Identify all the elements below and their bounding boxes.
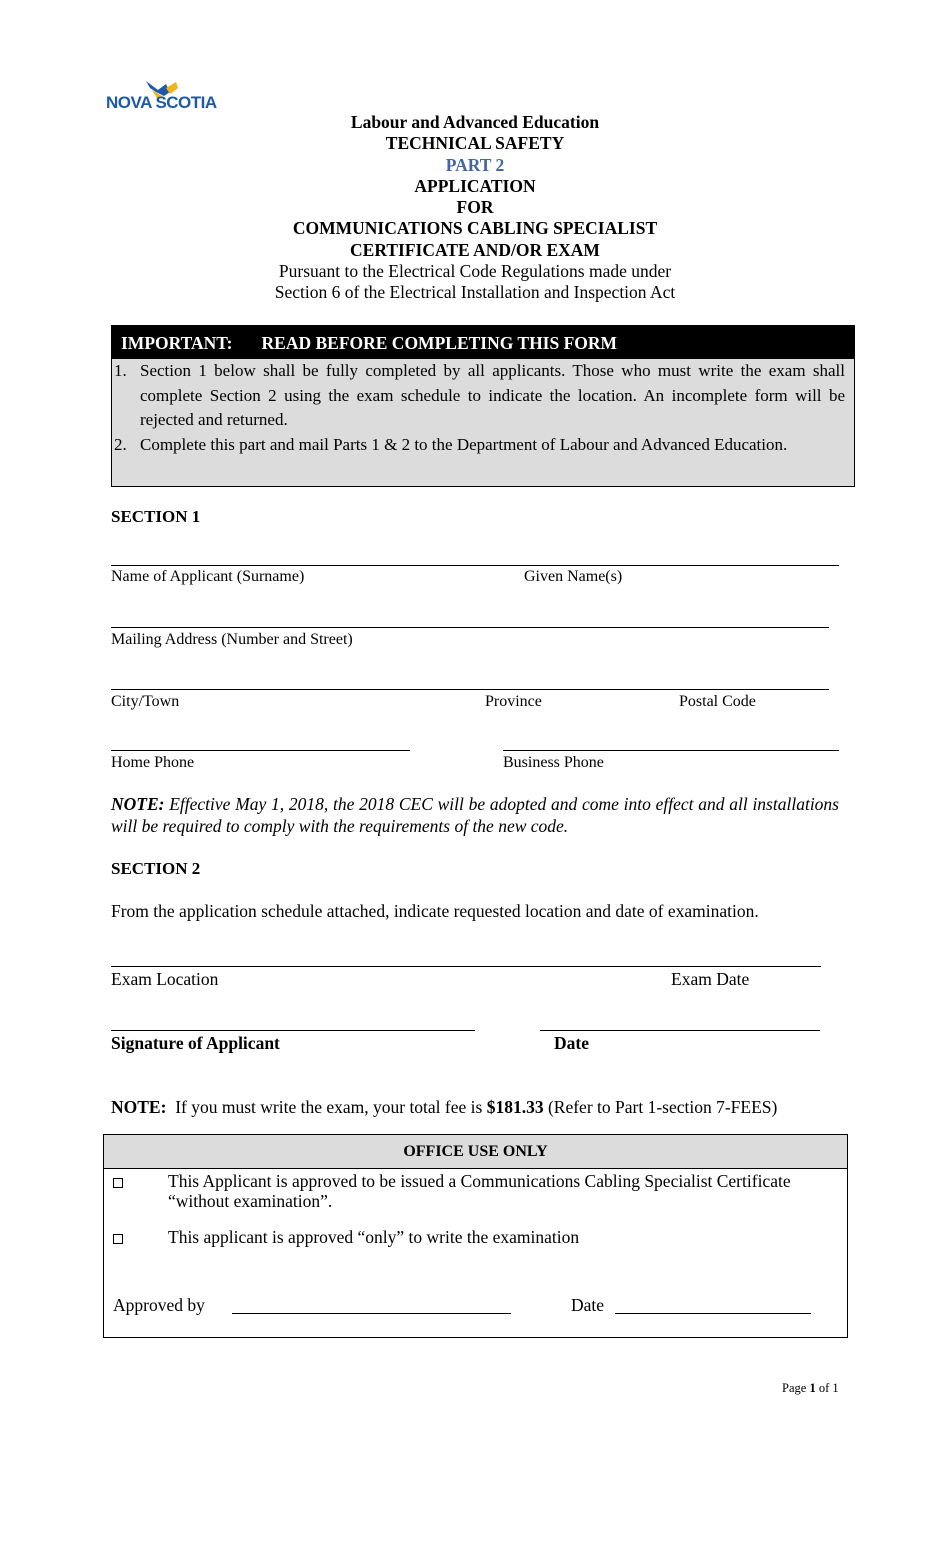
signature-date-field-line[interactable] [540, 1030, 820, 1031]
approval-date-label: Date [571, 1295, 605, 1315]
section2-instructions: From the application schedule attached, indicate requested location and date of examination. [111, 901, 759, 921]
city-field-line[interactable] [111, 689, 829, 690]
title-certificate: CERTIFICATE AND/OR EXAM [350, 239, 600, 260]
item-text: Section 1 below shall be fully completed by all applicants. Those who must write the exam shall complete Section 2 using the exam schedule to indicate the location. An incomplete form will be rejected and returned. [140, 361, 845, 430]
city-label: City/Town [111, 693, 180, 710]
postal-code-label: Postal Code [679, 693, 756, 710]
fee-note-label: NOTE: [111, 1097, 167, 1117]
exam-date-label: Exam Date [671, 969, 750, 989]
surname-label: Name of Applicant (Surname) [111, 568, 305, 585]
home-phone-label: Home Phone [111, 754, 195, 771]
name-field-line[interactable] [111, 565, 839, 566]
office-use-title: OFFICE USE ONLY [104, 1135, 847, 1169]
fee-note [111, 1097, 777, 1118]
option-without-exam-line1: This Applicant is approved to be issued a Communications Cabling Specialist Certificate [168, 1171, 791, 1191]
part-label: PART 2 [445, 154, 505, 175]
important-list [112, 359, 854, 458]
subtitle-act: Section 6 of the Electrical Installation and Inspection Act [274, 282, 676, 303]
province-label: Province [485, 693, 542, 710]
page-label: Page [782, 1381, 807, 1395]
note-label: NOTE: [111, 794, 165, 814]
title-specialist: COMMUNICATIONS CABLING SPECIALIST [292, 218, 658, 239]
important-item [112, 359, 854, 433]
exam-location-label: Exam Location [111, 969, 219, 989]
address-label: Mailing Address (Number and Street) [111, 631, 353, 648]
approved-by-label: Approved by [113, 1295, 205, 1315]
item-number: 2. [114, 435, 127, 455]
exam-field-line[interactable] [111, 966, 821, 967]
signature-date-label: Date [554, 1033, 589, 1053]
department-name: Labour and Advanced Education [350, 112, 600, 132]
home-phone-field-line[interactable] [111, 750, 410, 751]
section1-title: SECTION 1 [111, 507, 201, 526]
address-field-line[interactable] [111, 627, 829, 628]
fee-note-pre: If you must write the exam, your total fee is [166, 1097, 487, 1117]
title-for: FOR [456, 197, 494, 218]
signature-field-line[interactable] [111, 1030, 475, 1031]
option-without-exam-checkbox[interactable] [113, 1178, 123, 1188]
page-number [782, 1381, 839, 1396]
important-box [111, 325, 855, 487]
important-label: IMPORTANT: [121, 333, 233, 353]
form-header [150, 112, 800, 304]
approved-by-field-line[interactable] [232, 1313, 511, 1314]
logo-text: NOVA SCOTIA [106, 93, 217, 112]
approval-date-field-line[interactable] [615, 1313, 811, 1314]
office-use-box [103, 1134, 848, 1338]
item-text: Complete this part and mail Parts 1 & 2 to the Department of Labour and Advanced Education. [140, 435, 788, 455]
nova-scotia-logo [106, 78, 230, 114]
note-text: Effective May 1, 2018, the 2018 CEC will be adopted and come into effect and all installations will be required to comply with the requirements of the new code. [111, 794, 839, 836]
business-phone-field-line[interactable] [503, 750, 839, 751]
section2-title: SECTION 2 [111, 859, 201, 878]
option-without-exam-line2: “without examination”. [168, 1191, 333, 1211]
option-exam-only-checkbox[interactable] [113, 1234, 123, 1244]
division-name: TECHNICAL SAFETY [385, 133, 565, 154]
fee-note-post: (Refer to Part 1-section 7-FEES) [543, 1097, 778, 1117]
business-phone-label: Business Phone [503, 754, 604, 771]
page-current: 1 [809, 1381, 816, 1395]
fee-amount: $181.33 [486, 1097, 544, 1117]
item-number: 1. [114, 361, 127, 380]
given-name-label: Given Name(s) [524, 568, 623, 585]
title-application: APPLICATION [414, 175, 536, 196]
option-without-exam [168, 1171, 838, 1211]
important-title: READ BEFORE COMPLETING THIS FORM [261, 333, 618, 353]
signature-label: Signature of Applicant [111, 1033, 280, 1053]
cec-note [111, 793, 839, 837]
important-item [112, 433, 854, 458]
page-total: of 1 [818, 1381, 839, 1395]
important-bar [112, 326, 854, 359]
subtitle-regulations: Pursuant to the Electrical Code Regulations made under [278, 261, 672, 282]
option-exam-only: This applicant is approved “only” to write the examination [168, 1227, 580, 1247]
